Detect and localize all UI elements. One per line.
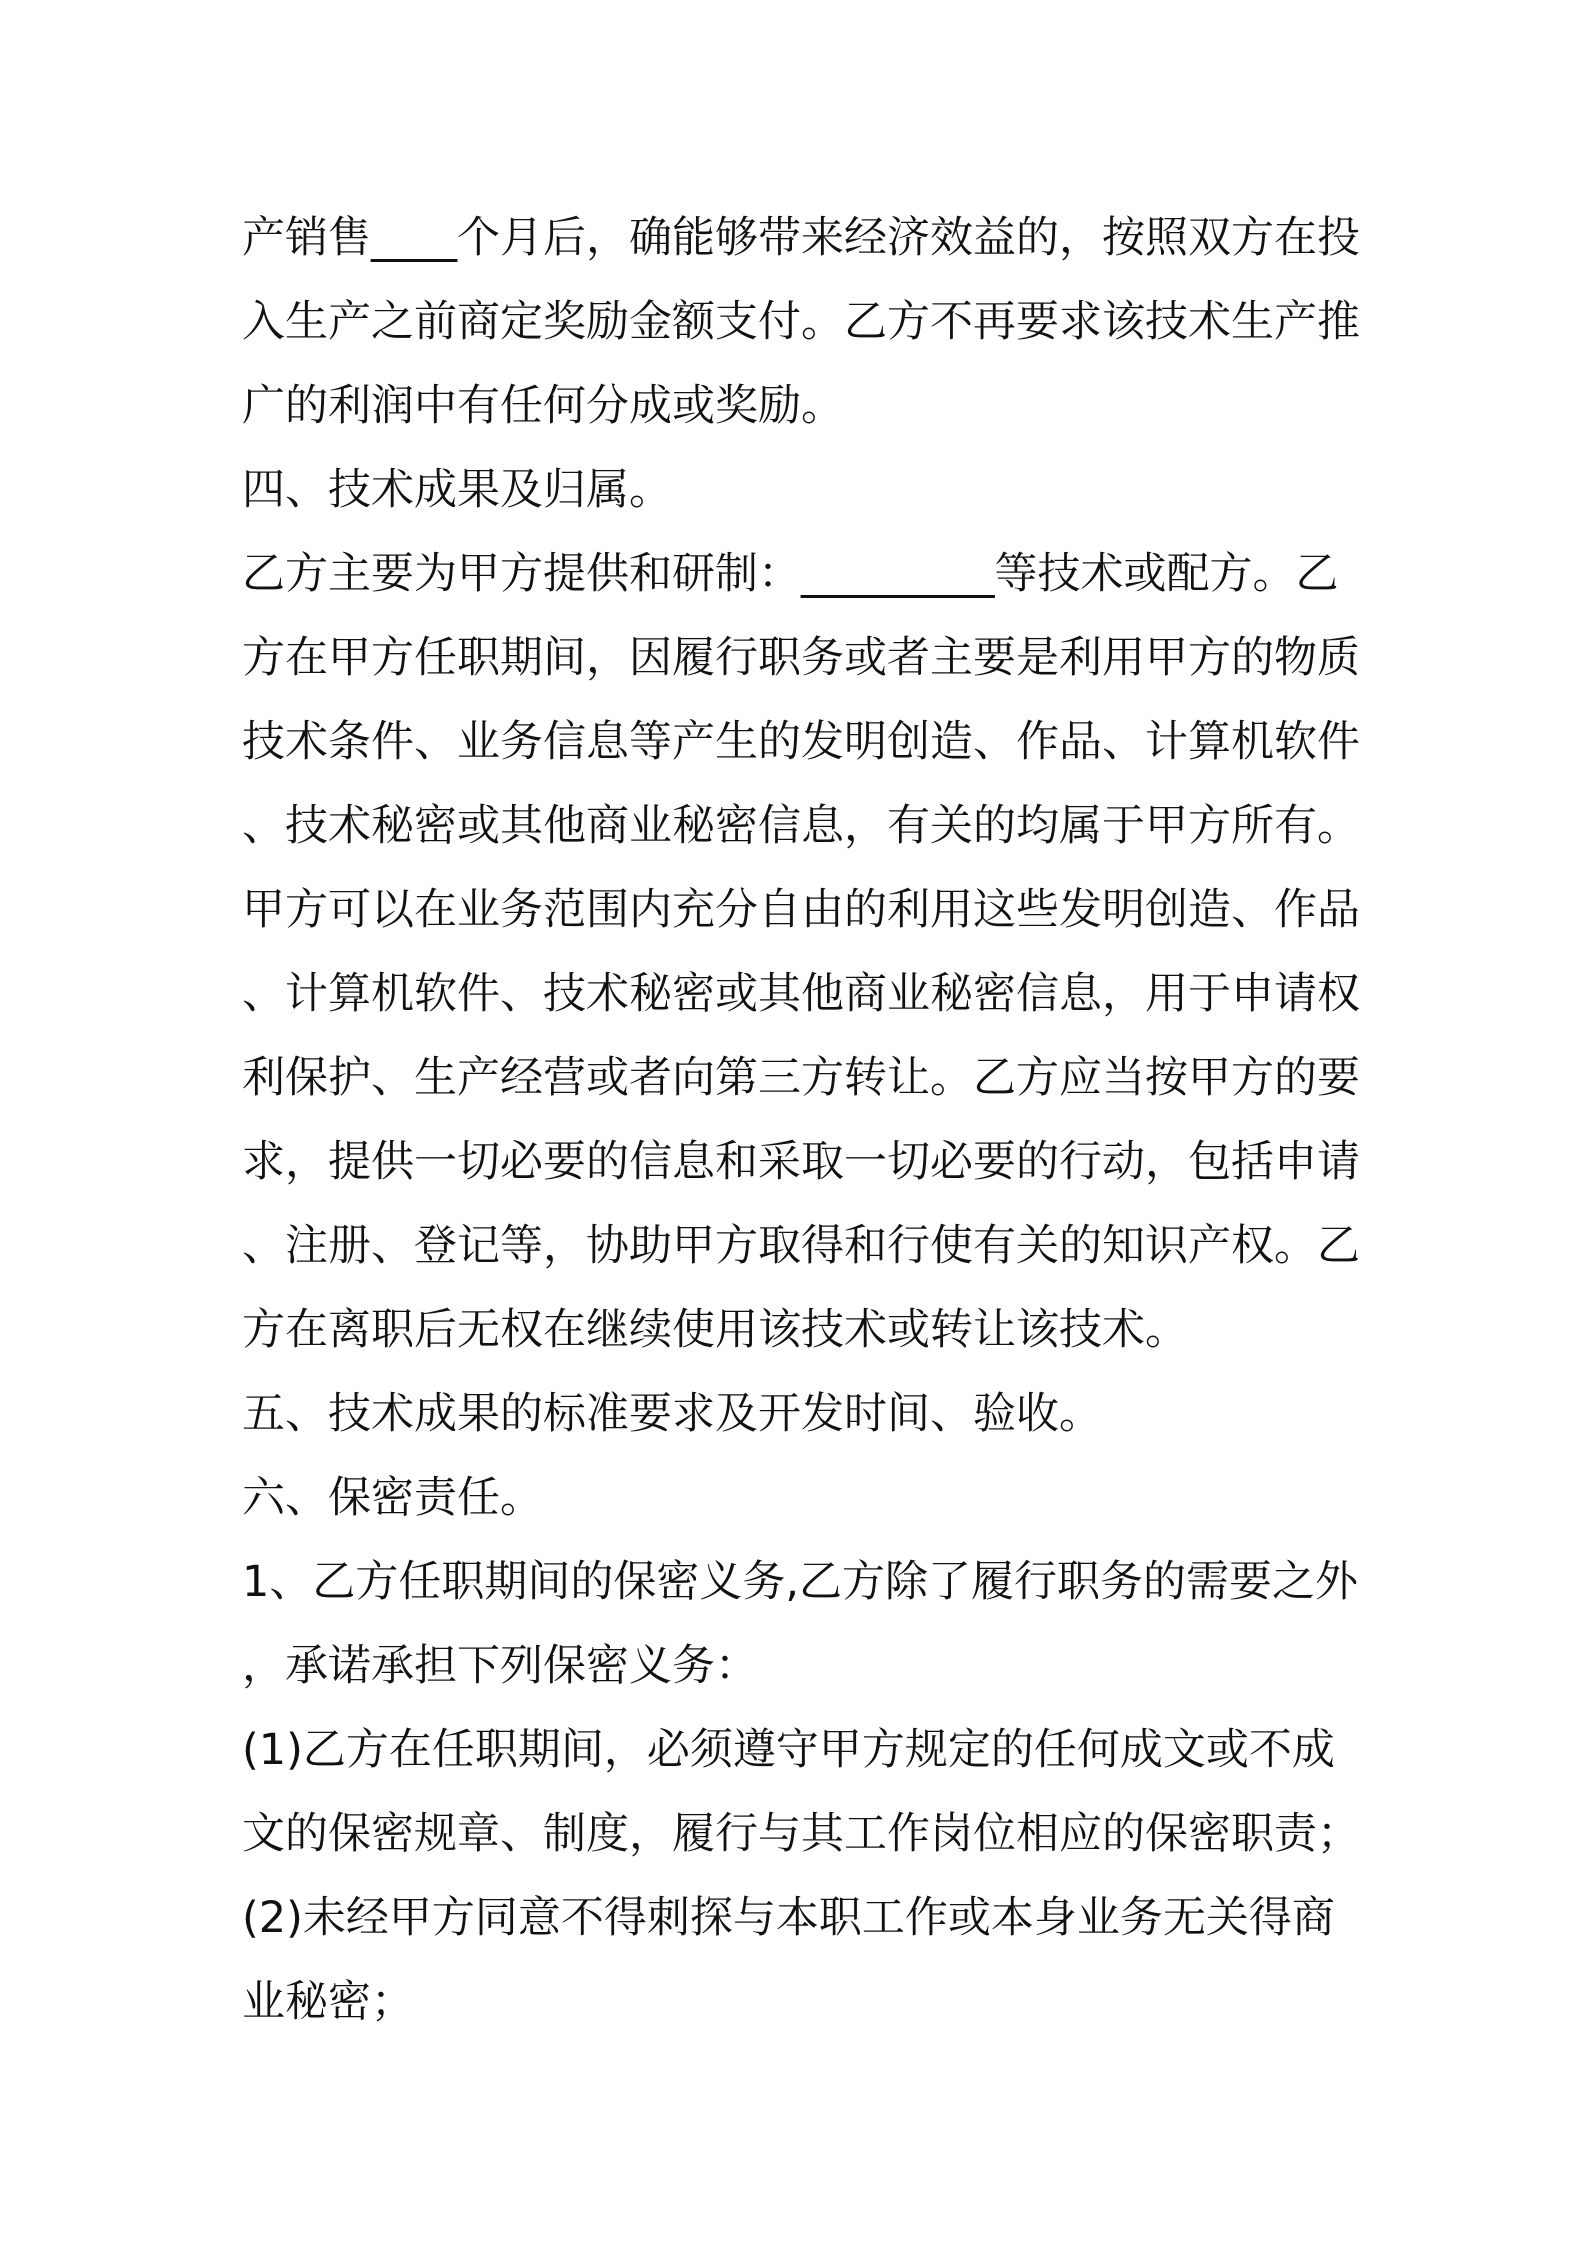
text-line: 方在离职后无权在继续使用该技术或转让该技术。: [242, 1305, 1188, 1355]
text-line: 技术条件、业务信息等产生的发明创造、作品、计算机软件: [242, 717, 1360, 767]
text-line: 求，提供一切必要的信息和采取一切必要的行动，包括申请: [242, 1137, 1360, 1187]
text-line: (2)未经甲方同意不得刺探与本职工作或本身业务无关得商: [242, 1893, 1335, 1943]
text-line: 入生产之前商定奖励金额支付。乙方不再要求该技术生产推: [242, 297, 1360, 347]
text-line: ，承诺承担下列保密义务：: [242, 1641, 758, 1691]
text-line: 广的利润中有任何分成或奖励。: [242, 381, 844, 431]
section-heading: 四、技术成果及归属。: [242, 465, 672, 515]
text-line: 利保护、生产经营或者向第三方转让。乙方应当按甲方的要: [242, 1053, 1360, 1103]
text-line: 文的保密规章、制度，履行与其工作岗位相应的保密职责；: [242, 1809, 1360, 1859]
text-line: 、技术秘密或其他商业秘密信息，有关的均属于甲方所有。: [242, 801, 1360, 851]
text-line: 甲方可以在业务范围内充分自由的利用这些发明创造、作品: [242, 885, 1360, 935]
text-line: 产销售____个月后，确能够带来经济效益的，按照双方在投: [242, 213, 1360, 263]
text-line: 、注册、登记等，协助甲方取得和行使有关的知识产权。乙: [242, 1221, 1360, 1271]
text-line: 1、乙方任职期间的保密义务,乙方除了履行职务的需要之外: [242, 1557, 1359, 1607]
text-line: 、计算机软件、技术秘密或其他商业秘密信息，用于申请权: [242, 969, 1360, 1019]
section-heading: 五、技术成果的标准要求及开发时间、验收。: [242, 1389, 1102, 1439]
text-line: 业秘密；: [242, 1977, 414, 2027]
text-line: 乙方主要为甲方提供和研制：_________等技术或配方。乙: [242, 549, 1339, 599]
section-heading: 六、保密责任。: [242, 1473, 543, 1523]
text-line: (1)乙方在任职期间，必须遵守甲方规定的任何成文或不成: [242, 1725, 1335, 1775]
text-line: 方在甲方任职期间，因履行职务或者主要是利用甲方的物质: [242, 633, 1360, 683]
document-body: [242, 196, 1362, 2044]
